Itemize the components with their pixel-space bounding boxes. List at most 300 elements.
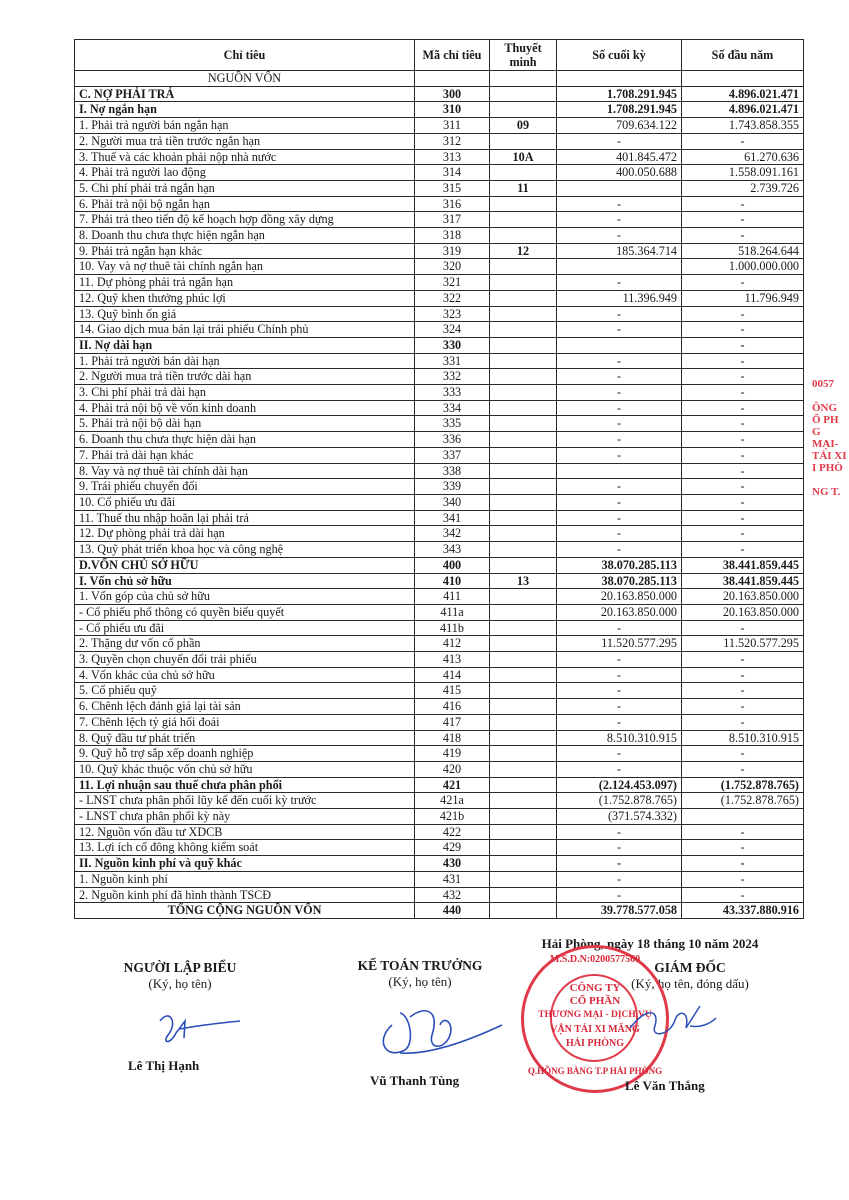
row-note <box>490 746 557 762</box>
row-note <box>490 102 557 118</box>
row-name: 1. Phải trả người bán dài hạn <box>75 353 415 369</box>
row-note <box>490 557 557 573</box>
row-end-value: 401.845.472 <box>557 149 682 165</box>
row-code: 343 <box>415 542 490 558</box>
row-name: 7. Phải trả dài hạn khác <box>75 447 415 463</box>
director-sub: (Ký, họ tên, đóng dấu) <box>631 976 749 991</box>
row-begin-value: - <box>682 652 804 668</box>
row-name: 9. Phải trả ngắn hạn khác <box>75 243 415 259</box>
row-end-value: - <box>557 871 682 887</box>
row-note <box>490 86 557 102</box>
row-end-value: - <box>557 699 682 715</box>
row-code: 336 <box>415 432 490 448</box>
header-code: Mã chỉ tiêu <box>415 40 490 71</box>
row-code: 316 <box>415 196 490 212</box>
table-row <box>75 133 804 149</box>
table-row <box>75 871 804 887</box>
row-begin-value: - <box>682 887 804 903</box>
row-note <box>490 903 557 919</box>
row-note: 09 <box>490 118 557 134</box>
row-begin-value: - <box>682 494 804 510</box>
row-note <box>490 71 557 87</box>
row-begin-value: 2.739.726 <box>682 180 804 196</box>
row-end-value <box>557 180 682 196</box>
row-note <box>490 369 557 385</box>
row-name: 13. Quỹ bình ổn giá <box>75 306 415 322</box>
table-header-row <box>75 40 804 71</box>
table-row <box>75 683 804 699</box>
table-row <box>75 604 804 620</box>
accountant-signature <box>370 995 510 1065</box>
row-code: 338 <box>415 463 490 479</box>
row-code: 417 <box>415 714 490 730</box>
table-row <box>75 322 804 338</box>
row-name: 1. Phải trả người bán ngắn hạn <box>75 118 415 134</box>
row-begin-value: - <box>682 840 804 856</box>
edge-seal-line: G MẠI- <box>812 426 839 450</box>
row-name: 2. Người mua trả tiền trước ngắn hạn <box>75 133 415 149</box>
seal-line-6: HẢI PHÒNG <box>565 1038 625 1049</box>
table-row <box>75 479 804 495</box>
row-name: 8. Vay và nợ thuê tài chính dài hạn <box>75 463 415 479</box>
row-code: 419 <box>415 746 490 762</box>
row-code: 337 <box>415 447 490 463</box>
row-name: TỔNG CỘNG NGUỒN VỐN <box>75 903 415 919</box>
row-name: 5. Chi phí phải trả ngắn hạn <box>75 180 415 196</box>
row-note <box>490 510 557 526</box>
row-end-value: 185.364.714 <box>557 243 682 259</box>
row-code: 430 <box>415 856 490 872</box>
row-end-value: - <box>557 447 682 463</box>
preparer-sub: (Ký, họ tên) <box>148 976 212 991</box>
director-title: GIÁM ĐỐC <box>654 960 726 975</box>
row-end-value: 20.163.850.000 <box>557 604 682 620</box>
row-begin-value: - <box>682 369 804 385</box>
row-note <box>490 432 557 448</box>
row-code: 320 <box>415 259 490 275</box>
row-end-value: - <box>557 275 682 291</box>
row-code: 313 <box>415 149 490 165</box>
preparer-title: NGƯỜI LẬP BIỂU <box>123 960 237 975</box>
row-name: 5. Cổ phiếu quỹ <box>75 683 415 699</box>
row-name: 2. Nguồn kinh phí đã hình thành TSCĐ <box>75 887 415 903</box>
edge-seal-line: ÔNG <box>812 402 838 414</box>
edge-seal-line: I PHÒ <box>812 462 843 474</box>
row-name: 7. Phải trả theo tiến độ kế hoạch hợp đồng xây dựng <box>75 212 415 228</box>
row-begin-value: - <box>682 871 804 887</box>
seal-line-2: CÔNG TY <box>569 982 621 994</box>
table-row <box>75 180 804 196</box>
table-row <box>75 557 804 573</box>
row-begin-value: (1.752.878.765) <box>682 777 804 793</box>
row-name: 4. Vốn khác của chủ sở hữu <box>75 667 415 683</box>
table-row <box>75 573 804 589</box>
row-end-value: - <box>557 856 682 872</box>
row-end-value: 20.163.850.000 <box>557 589 682 605</box>
row-begin-value: 11.796.949 <box>682 290 804 306</box>
row-note <box>490 699 557 715</box>
row-note <box>490 620 557 636</box>
row-begin-value: 1.000.000.000 <box>682 259 804 275</box>
row-code <box>415 71 490 87</box>
row-end-value: 709.634.122 <box>557 118 682 134</box>
row-code: 400 <box>415 557 490 573</box>
row-end-value <box>557 337 682 353</box>
row-end-value: 38.070.285.113 <box>557 573 682 589</box>
row-code: 414 <box>415 667 490 683</box>
row-code: 421 <box>415 777 490 793</box>
row-code: 335 <box>415 416 490 432</box>
row-code: 418 <box>415 730 490 746</box>
row-code: 411b <box>415 620 490 636</box>
row-code: 413 <box>415 652 490 668</box>
table-row <box>75 620 804 636</box>
table-row <box>75 275 804 291</box>
row-note <box>490 306 557 322</box>
row-name: 1. Nguồn kinh phí <box>75 871 415 887</box>
row-end-value: (1.752.878.765) <box>557 793 682 809</box>
row-begin-value: - <box>682 824 804 840</box>
row-begin-value: - <box>682 228 804 244</box>
row-code: 339 <box>415 479 490 495</box>
row-code: 300 <box>415 86 490 102</box>
accountant-block <box>330 958 510 990</box>
row-note <box>490 667 557 683</box>
row-end-value: 400.050.688 <box>557 165 682 181</box>
seal-line-5: VẬN TẢI XI MĂNG <box>550 1024 640 1035</box>
row-begin-value: 8.510.310.915 <box>682 730 804 746</box>
row-end-value: - <box>557 400 682 416</box>
row-note <box>490 730 557 746</box>
row-name: 3. Thuế và các khoản phải nộp nhà nước <box>75 149 415 165</box>
row-note <box>490 259 557 275</box>
table-row <box>75 71 804 87</box>
row-code: 341 <box>415 510 490 526</box>
table-row <box>75 196 804 212</box>
row-code: 421a <box>415 793 490 809</box>
row-note <box>490 714 557 730</box>
row-name: 10. Vay và nợ thuê tài chính ngắn hạn <box>75 259 415 275</box>
row-code: 317 <box>415 212 490 228</box>
table-row <box>75 432 804 448</box>
row-code: 333 <box>415 385 490 401</box>
row-begin-value: - <box>682 699 804 715</box>
edge-seal-line: NG T. <box>812 486 841 498</box>
row-end-value: - <box>557 228 682 244</box>
seal-line-1: M.S.D.N:0200577560 <box>549 954 641 965</box>
row-name: 3. Chi phí phải trả dài hạn <box>75 385 415 401</box>
director-signature <box>620 998 720 1048</box>
row-end-value: - <box>557 652 682 668</box>
row-end-value: 11.396.949 <box>557 290 682 306</box>
table-row <box>75 746 804 762</box>
row-end-value: - <box>557 432 682 448</box>
row-begin-value: - <box>682 714 804 730</box>
row-name: 4. Phải trả người lao động <box>75 165 415 181</box>
edge-seal-line: TẢI XI <box>812 450 847 462</box>
table-row <box>75 793 804 809</box>
row-end-value: 1.708.291.945 <box>557 86 682 102</box>
row-note <box>490 604 557 620</box>
table-row <box>75 259 804 275</box>
header-note: Thuyết minh <box>490 40 557 71</box>
row-note: 11 <box>490 180 557 196</box>
header-end: Số cuối kỳ <box>557 40 682 71</box>
table-row <box>75 903 804 919</box>
table-row <box>75 777 804 793</box>
row-code: 342 <box>415 526 490 542</box>
seal-line-7: Q.HỒNG BÀNG T.P HẢI PHÒNG <box>527 1066 663 1076</box>
table-row <box>75 589 804 605</box>
row-code: 330 <box>415 337 490 353</box>
preparer-block <box>90 960 270 992</box>
row-end-value: 8.510.310.915 <box>557 730 682 746</box>
table-row <box>75 463 804 479</box>
row-note <box>490 479 557 495</box>
director-name: Lê Văn Thắng <box>625 1078 705 1093</box>
row-name: 5. Phải trả nội bộ dài hạn <box>75 416 415 432</box>
row-end-value: (2.124.453.097) <box>557 777 682 793</box>
table-row <box>75 856 804 872</box>
row-name: 11. Thuế thu nhập hoãn lại phải trả <box>75 510 415 526</box>
row-note <box>490 196 557 212</box>
row-code: 324 <box>415 322 490 338</box>
row-code: 340 <box>415 494 490 510</box>
row-note <box>490 856 557 872</box>
accountant-sub: (Ký, họ tên) <box>388 974 452 989</box>
header-name: Chỉ tiêu <box>75 40 415 71</box>
row-name: 6. Chênh lệch đánh giá lại tài sản <box>75 699 415 715</box>
row-begin-value: - <box>682 479 804 495</box>
row-begin-value: - <box>682 463 804 479</box>
row-name: - Cổ phiếu phổ thông có quyền biểu quyết <box>75 604 415 620</box>
row-begin-value <box>682 71 804 87</box>
table-row <box>75 761 804 777</box>
row-name: 4. Phải trả nội bộ về vốn kinh doanh <box>75 400 415 416</box>
row-name: 13. Lợi ích cổ đông không kiểm soát <box>75 840 415 856</box>
table-row <box>75 447 804 463</box>
accountant-title: KẾ TOÁN TRƯỞNG <box>357 958 483 973</box>
table-row <box>75 652 804 668</box>
row-begin-value: - <box>682 306 804 322</box>
row-begin-value <box>682 809 804 825</box>
row-name: - LNST chưa phân phối kỳ này <box>75 809 415 825</box>
row-note <box>490 840 557 856</box>
table-row <box>75 149 804 165</box>
row-code: 429 <box>415 840 490 856</box>
row-note <box>490 416 557 432</box>
row-name: 12. Dự phòng phải trả dài hạn <box>75 526 415 542</box>
row-note <box>490 275 557 291</box>
row-code: 312 <box>415 133 490 149</box>
row-begin-value: - <box>682 353 804 369</box>
row-begin-value: - <box>682 667 804 683</box>
table-row <box>75 730 804 746</box>
row-end-value: - <box>557 385 682 401</box>
row-begin-value: - <box>682 620 804 636</box>
row-end-value: - <box>557 416 682 432</box>
table-row <box>75 400 804 416</box>
table-row <box>75 416 804 432</box>
row-begin-value: 38.441.859.445 <box>682 573 804 589</box>
edge-seal-line: 0057 <box>812 378 834 390</box>
row-name: D.VỐN CHỦ SỞ HỮU <box>75 557 415 573</box>
row-code: 318 <box>415 228 490 244</box>
row-note <box>490 683 557 699</box>
row-end-value <box>557 259 682 275</box>
balance-sheet-table <box>74 39 804 919</box>
table-row <box>75 699 804 715</box>
row-begin-value: - <box>682 526 804 542</box>
row-code: 421b <box>415 809 490 825</box>
row-begin-value: - <box>682 385 804 401</box>
row-note <box>490 887 557 903</box>
row-begin-value: 61.270.636 <box>682 149 804 165</box>
row-code: 331 <box>415 353 490 369</box>
row-note <box>490 228 557 244</box>
table-row <box>75 243 804 259</box>
row-note <box>490 777 557 793</box>
row-code: 420 <box>415 761 490 777</box>
row-note <box>490 290 557 306</box>
row-begin-value: 4.896.021.471 <box>682 102 804 118</box>
row-end-value: (371.574.332) <box>557 809 682 825</box>
table-row <box>75 824 804 840</box>
row-end-value: - <box>557 510 682 526</box>
row-code: 321 <box>415 275 490 291</box>
table-row <box>75 306 804 322</box>
row-end-value: - <box>557 746 682 762</box>
row-end-value: - <box>557 620 682 636</box>
row-code: 322 <box>415 290 490 306</box>
row-end-value: - <box>557 667 682 683</box>
row-begin-value: 20.163.850.000 <box>682 604 804 620</box>
row-name: C. NỢ PHẢI TRẢ <box>75 86 415 102</box>
row-begin-value: - <box>682 337 804 353</box>
row-code: 315 <box>415 180 490 196</box>
table-row <box>75 542 804 558</box>
row-note <box>490 542 557 558</box>
place-date: Hải Phòng, ngày 18 tháng 10 năm 2024 <box>541 936 759 951</box>
row-code: 323 <box>415 306 490 322</box>
row-code: 432 <box>415 887 490 903</box>
row-name: II. Nợ dài hạn <box>75 337 415 353</box>
row-begin-value: - <box>682 510 804 526</box>
row-code: 314 <box>415 165 490 181</box>
row-end-value: - <box>557 683 682 699</box>
row-note <box>490 385 557 401</box>
row-end-value: - <box>557 887 682 903</box>
row-end-value: - <box>557 542 682 558</box>
row-begin-value: - <box>682 133 804 149</box>
row-name: 11. Lợi nhuận sau thuế chưa phân phối <box>75 777 415 793</box>
row-note: 12 <box>490 243 557 259</box>
row-note <box>490 133 557 149</box>
row-note <box>490 400 557 416</box>
table-row <box>75 165 804 181</box>
row-note <box>490 494 557 510</box>
row-note <box>490 526 557 542</box>
row-code: 440 <box>415 903 490 919</box>
row-name: 12. Nguồn vốn đầu tư XDCB <box>75 824 415 840</box>
row-end-value: - <box>557 322 682 338</box>
row-begin-value: - <box>682 856 804 872</box>
row-note <box>490 353 557 369</box>
row-code: 415 <box>415 683 490 699</box>
row-name: NGUỒN VỐN <box>75 71 415 87</box>
row-name: 6. Doanh thu chưa thực hiện dài hạn <box>75 432 415 448</box>
row-code: 332 <box>415 369 490 385</box>
row-end-value: 11.520.577.295 <box>557 636 682 652</box>
row-name: II. Nguồn kinh phí và quỹ khác <box>75 856 415 872</box>
row-begin-value: 1.558.091.161 <box>682 165 804 181</box>
row-end-value: - <box>557 840 682 856</box>
edge-seal-line: Ổ PH <box>812 414 839 426</box>
row-code: 410 <box>415 573 490 589</box>
table-body <box>75 71 804 919</box>
table-row <box>75 118 804 134</box>
row-end-value <box>557 463 682 479</box>
row-note: 13 <box>490 573 557 589</box>
row-code: 334 <box>415 400 490 416</box>
row-end-value: - <box>557 714 682 730</box>
row-end-value: - <box>557 196 682 212</box>
row-code: 412 <box>415 636 490 652</box>
row-note <box>490 809 557 825</box>
preparer-name: Lê Thị Hạnh <box>128 1058 200 1073</box>
seal-line-4: THƯƠNG MẠI - DỊCH VỤ <box>538 1010 652 1020</box>
table-row <box>75 228 804 244</box>
row-end-value: - <box>557 479 682 495</box>
seal-line-3: CỔ PHẦN <box>569 995 621 1007</box>
row-name: 12. Quỹ khen thưởng phúc lợi <box>75 290 415 306</box>
row-note <box>490 447 557 463</box>
row-note <box>490 652 557 668</box>
row-begin-value: 11.520.577.295 <box>682 636 804 652</box>
row-name: 7. Chênh lệch tỷ giá hối đoái <box>75 714 415 730</box>
row-name: 13. Quỹ phát triển khoa học và công nghệ <box>75 542 415 558</box>
row-note <box>490 322 557 338</box>
row-begin-value: - <box>682 275 804 291</box>
table-row <box>75 667 804 683</box>
row-note <box>490 793 557 809</box>
row-begin-value: 43.337.880.916 <box>682 903 804 919</box>
row-note <box>490 871 557 887</box>
row-note <box>490 337 557 353</box>
row-begin-value: (1.752.878.765) <box>682 793 804 809</box>
table-row <box>75 212 804 228</box>
row-begin-value: - <box>682 400 804 416</box>
table-row <box>75 887 804 903</box>
row-code: 422 <box>415 824 490 840</box>
row-code: 411a <box>415 604 490 620</box>
row-code: 310 <box>415 102 490 118</box>
row-code: 411 <box>415 589 490 605</box>
table-row <box>75 714 804 730</box>
row-name: I. Nợ ngắn hạn <box>75 102 415 118</box>
row-note: 10A <box>490 149 557 165</box>
table-row <box>75 526 804 542</box>
row-note <box>490 463 557 479</box>
row-begin-value: - <box>682 542 804 558</box>
row-name: 3. Quyền chọn chuyển đổi trái phiếu <box>75 652 415 668</box>
row-name: 8. Doanh thu chưa thực hiện ngắn hạn <box>75 228 415 244</box>
table-row <box>75 636 804 652</box>
row-end-value: - <box>557 526 682 542</box>
accountant-name: Vũ Thanh Tùng <box>370 1073 460 1088</box>
row-name: 2. Người mua trả tiền trước dài hạn <box>75 369 415 385</box>
row-begin-value: - <box>682 447 804 463</box>
